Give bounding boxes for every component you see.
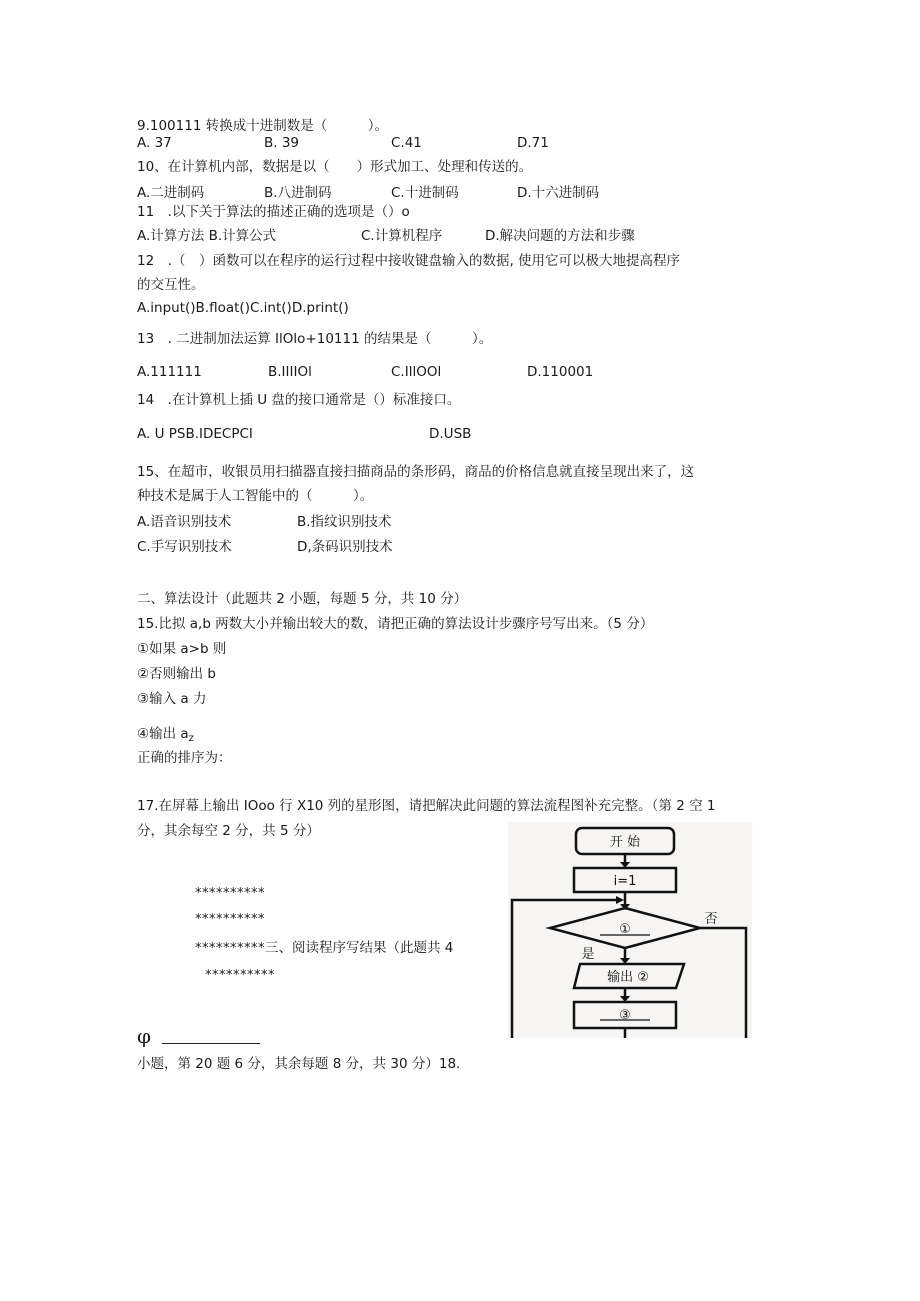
q15-stem-line2: 种技术是属于人工智能中的（ ）。 xyxy=(137,488,374,504)
q16-answer-label: 正确的排序为： xyxy=(137,750,232,766)
q16-stem: 15.比拟 a,b 两数大小并输出较大的数，请把正确的算法设计步骤序号写出来。（5 分） xyxy=(137,616,654,632)
q10-option-d: D.十六进制码 xyxy=(517,185,600,201)
q11-stem: 11 .以下关于算法的描述正确的选项是（）o xyxy=(137,204,410,220)
q16-step2: ②否则输出 b xyxy=(137,666,216,682)
q9-option-a: A. 37 xyxy=(137,135,172,151)
q14-stem: 14 .在计算机上插 U 盘的接口通常是（）标准接口。 xyxy=(137,392,461,408)
q16-step4 xyxy=(137,724,194,749)
q16-step4-text: ④输出 a xyxy=(137,726,189,742)
flow-start-label: 开 始 xyxy=(609,835,641,850)
q16-step3: ③输入 a 力 xyxy=(137,691,207,707)
flowchart xyxy=(508,822,752,1038)
star-row-2: ********** xyxy=(195,912,265,927)
q15-option-a: A.语音识别技术 xyxy=(137,514,232,530)
q12-stem-line1: 12 .（ ）函数可以在程序的运行过程中接收键盘输入的数据, 使用它可以极大地提高程序 xyxy=(137,253,681,269)
q13-option-c: C.IllOOl xyxy=(391,364,442,380)
q15-stem-line1: 15、在超市，收银员用扫描器直接扫描商品的条形码，商品的价格信息就直接呈现出来了，这 xyxy=(137,464,695,480)
star-row-3-line xyxy=(195,938,453,959)
star-row-3: ********** xyxy=(195,941,265,956)
section3-title-part: 三、阅读程序写结果（此题共 4 xyxy=(265,940,454,956)
q11-option-d: D.解决问题的方法和步骤 xyxy=(485,228,635,244)
q14-option-d: D.USB xyxy=(429,426,472,442)
q15-option-b: B.指纹识别技术 xyxy=(297,514,392,530)
flow-output-label: 输出 ② xyxy=(607,970,649,985)
flow-step-label: ③ xyxy=(619,1008,631,1023)
q10-option-c: C.十进制码 xyxy=(391,185,459,201)
q15-option-d: D,条码识别技术 xyxy=(297,539,393,555)
q13-stem: 13 . 二进制加法运算 IlOlo+10111 的结果是（ ）。 xyxy=(137,331,493,347)
q16-step1: ①如果 a>b 则 xyxy=(137,641,227,657)
q9-stem: 9.100111 转换成十进制数是（ ）。 xyxy=(137,118,388,134)
q16-step4-sub: z xyxy=(188,733,194,744)
q17-stem-line1: 17.在屏幕上输出 IOoo 行 X10 列的星形图，请把解决此问题的算法流程图补充完整。（第 2 空 1 xyxy=(137,798,716,814)
star-row-4: ********** xyxy=(205,968,275,983)
section3-continuation: 小题，第 20 题 6 分，其余每题 8 分，共 30 分）18. xyxy=(137,1056,461,1072)
q15-option-c: C.手写识别技术 xyxy=(137,539,232,555)
star-row-1: ********** xyxy=(195,886,265,901)
q10-stem: 10、在计算机内部，数据是以（ ）形式加工、处理和传送的。 xyxy=(137,159,533,175)
flow-yes-label: 是 xyxy=(581,947,595,962)
q12-stem-line2: 的交互性。 xyxy=(137,277,205,293)
q14-options-abc: A. U PSB.IDECPCI xyxy=(137,426,253,442)
q9-option-c: C.41 xyxy=(391,135,422,151)
q11-option-c: C.计算机程序 xyxy=(361,228,443,244)
flowchart-svg xyxy=(508,822,752,1038)
q9-option-d: D.71 xyxy=(517,135,549,151)
q9-option-b: B. 39 xyxy=(264,135,300,151)
flow-no-label: 否 xyxy=(704,912,718,927)
phi-symbol: φ xyxy=(137,1024,152,1048)
flow-cond-label: ① xyxy=(619,922,631,937)
section2-title: 二、算法设计（此题共 2 小题，每题 5 分，共 10 分） xyxy=(137,591,468,607)
answer-blank-line xyxy=(162,1043,260,1044)
q13-option-a: A.111111 xyxy=(137,364,202,380)
q12-options: A.input()B.float()C.int()D.print() xyxy=(137,300,349,316)
q10-option-a: A.二进制码 xyxy=(137,185,205,201)
q13-option-d: D.110001 xyxy=(527,364,594,380)
q17-stem-line2: 分，其余每空 2 分，共 5 分） xyxy=(137,823,320,839)
q11-option-ab: A.计算方法 B.计算公式 xyxy=(137,228,277,244)
flow-init-label: i=1 xyxy=(613,874,637,889)
q13-option-b: B.IIIIOl xyxy=(268,364,312,380)
q10-option-b: B.八进制码 xyxy=(264,185,332,201)
